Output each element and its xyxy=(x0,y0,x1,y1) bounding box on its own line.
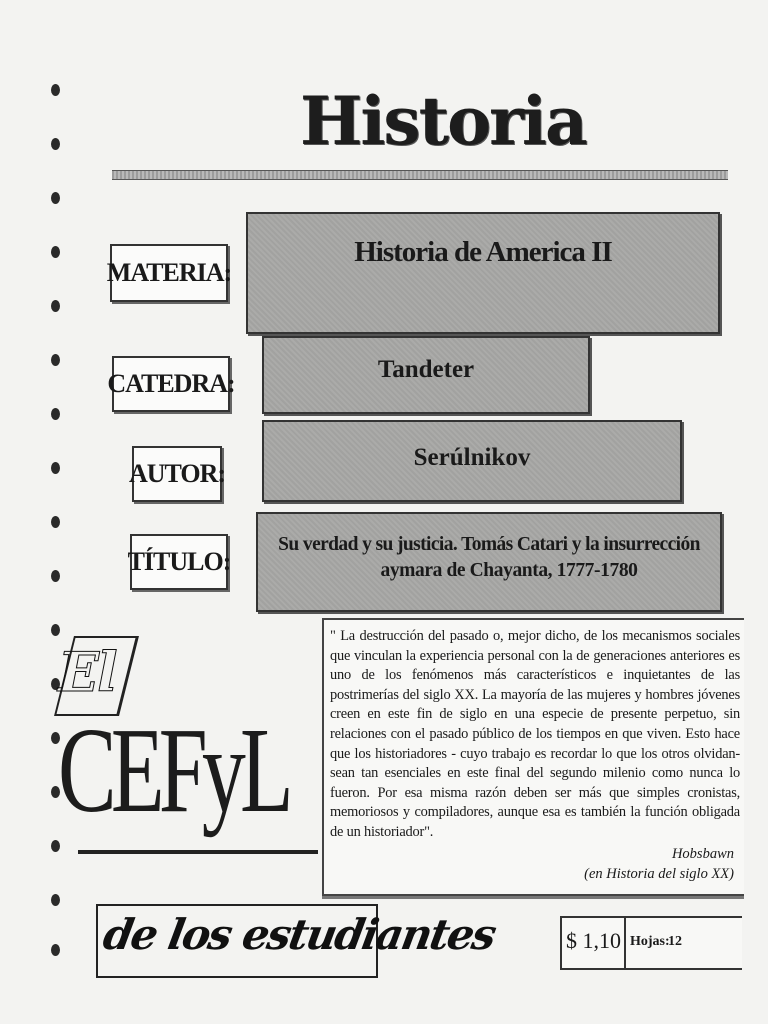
logo-cefyl-text: CEFyL xyxy=(58,703,288,838)
binder-hole xyxy=(51,516,60,528)
binder-hole xyxy=(51,570,60,582)
binder-hole xyxy=(51,300,60,312)
titulo-value-line1: Su verdad y su justicia. Tomás Catari y la insurrección xyxy=(278,534,700,555)
autor-label: AUTOR: xyxy=(132,446,222,502)
binder-hole xyxy=(51,354,60,366)
binder-hole xyxy=(51,408,60,420)
logo-underline xyxy=(78,850,318,854)
catedra-value-box xyxy=(262,336,590,414)
materia-value: Historia de America II xyxy=(354,236,612,268)
binder-hole xyxy=(51,944,60,956)
binder-hole xyxy=(51,246,60,258)
logo-tagline: de los estudiantes xyxy=(99,910,499,959)
quote-source: (en Historia del siglo XX) xyxy=(584,866,734,882)
titulo-label: TÍTULO: xyxy=(130,534,228,590)
catedra-value: Tandeter xyxy=(377,356,475,383)
price-divider xyxy=(624,918,626,968)
autor-value: Serúlnikov xyxy=(413,444,531,471)
binder-hole xyxy=(51,84,60,96)
titulo-value-line2: aymara de Chayanta, 1777-1780 xyxy=(380,560,638,581)
binder-hole xyxy=(51,624,60,636)
autor-value-box xyxy=(262,420,682,502)
binder-hole xyxy=(51,462,60,474)
binder-hole xyxy=(51,840,60,852)
quote-text: " La destrucción del pasado o, mejor dicho, de los mecanismos sociales que vinculan la experiencia personal con la de generaciones anteriores es uno de los fenómenos más característicos e inquietantes de las postrimerías del siglo XX. La mayoría de las mujeres y hombres jóvenes creen en este fin de siglo en una especie de presente perpetuo, sin relaciones con el pasado público de los tiempos en que viven. Esto hace que los historiadores - cuyo trabajo es recordar lo que los otros olvidan-sean tan esenciales en este final del segundo milenio como nunca lo fueron. Por esa misma razón deben ser más que simples cronistas, memoriosos y compiladores, aunque esa es también la función obligada de un historiador". xyxy=(330,628,740,840)
sheets-value: 12 xyxy=(668,934,682,949)
titulo-value-box xyxy=(256,512,722,612)
title-underline xyxy=(112,170,728,180)
sheets-label: Hojas: xyxy=(630,934,670,949)
logo-el-text: El xyxy=(58,640,116,704)
binder-hole xyxy=(51,894,60,906)
binder-hole xyxy=(51,138,60,150)
catedra-label: CATEDRA: xyxy=(112,356,230,412)
materia-label: MATERIA: xyxy=(110,244,228,302)
materia-value-box xyxy=(246,212,720,334)
quote-author: Hobsbawn xyxy=(671,846,734,862)
price-value: $ 1,10 xyxy=(566,928,621,953)
page-title: Historia xyxy=(300,82,586,160)
binder-hole xyxy=(51,192,60,204)
